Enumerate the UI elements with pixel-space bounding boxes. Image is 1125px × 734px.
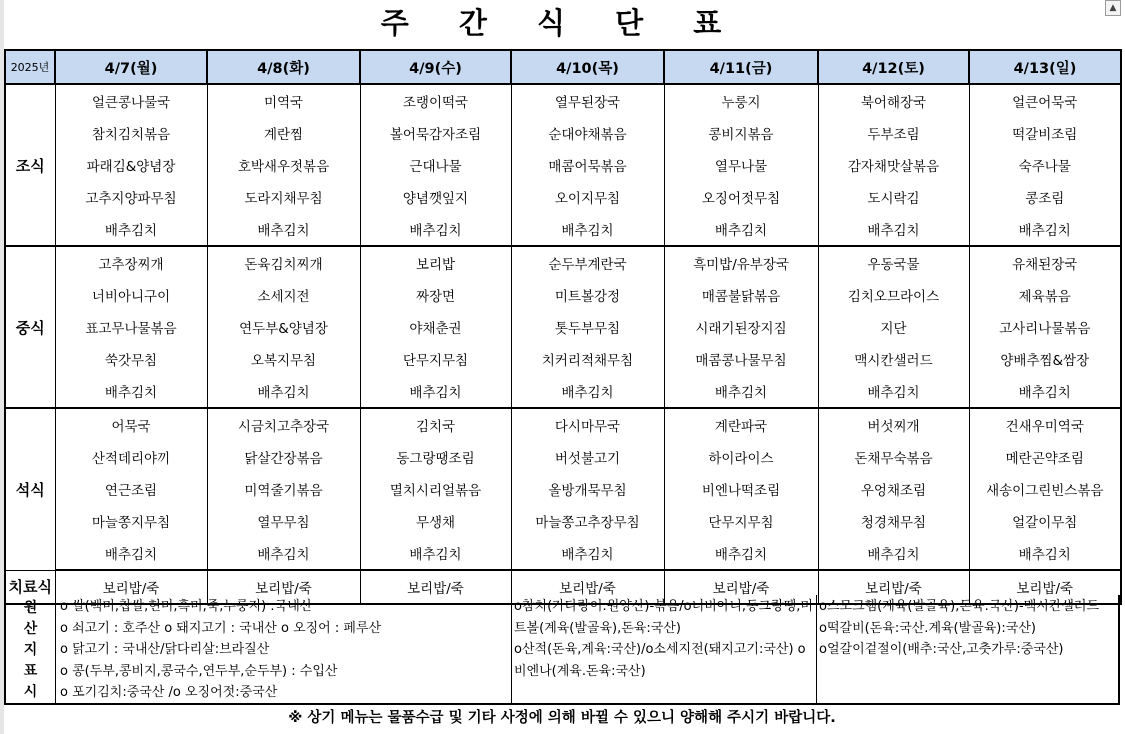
- day-header: 4/10(목): [511, 50, 664, 84]
- menu-cell: 너비아니구이: [55, 279, 207, 311]
- menu-cell: 연근조림: [55, 473, 207, 505]
- menu-cell: 배추김치: [664, 213, 818, 246]
- menu-cell: 버섯찌개: [818, 408, 969, 441]
- menu-cell: 파래김&양념장: [55, 149, 207, 181]
- origin-line: o 포기김치:중국산 /o 오징어젓:중국산: [60, 685, 278, 700]
- origin-label-char: 원: [23, 600, 38, 617]
- menu-row: [5, 408, 1121, 441]
- origin-line: o참치(가다랑어:원양산)-볶음/o너비아니,동그랑땡,미트볼(계육(발골육),돈육:국산): [514, 599, 813, 636]
- menu-cell: 배추김치: [969, 375, 1121, 408]
- treatment-label: 치료식: [5, 570, 55, 604]
- menu-cell: 산적데리야끼: [55, 441, 207, 473]
- origin-column-1: [56, 595, 512, 703]
- scroll-up-icon[interactable]: ▲: [1105, 0, 1121, 16]
- menu-row: [5, 117, 1121, 149]
- menu-cell: 야채춘권: [360, 311, 511, 343]
- menu-cell: 얼큰어묵국: [969, 84, 1121, 117]
- day-header: 4/12(토): [818, 50, 969, 84]
- menu-cell: 배추김치: [207, 375, 360, 408]
- menu-cell: 무생채: [360, 505, 511, 537]
- menu-cell: 표고무나물볶음: [55, 311, 207, 343]
- origin-column-3: [817, 595, 1118, 703]
- page-title: 주 간 식 단 표: [380, 6, 742, 40]
- menu-cell: 도라지채무침: [207, 181, 360, 213]
- menu-cell: 건새우미역국: [969, 408, 1121, 441]
- origin-line: o떡갈비(돈육:국산.계육(발골육):국산): [819, 620, 1036, 636]
- meal-label: 조식: [5, 84, 55, 246]
- menu-cell: 매콤콩나물무침: [664, 343, 818, 375]
- menu-cell: 치커리적채무침: [511, 343, 664, 375]
- day-header: 4/13(일): [969, 50, 1121, 84]
- menu-cell: 배추김치: [511, 537, 664, 570]
- menu-cell: 순대야채볶음: [511, 117, 664, 149]
- menu-row: [5, 375, 1121, 408]
- header-row: [5, 50, 1121, 84]
- menu-cell: 우동국물: [818, 246, 969, 279]
- menu-cell: 우엉채조림: [818, 473, 969, 505]
- menu-cell: 청경채무침: [818, 505, 969, 537]
- menu-cell: 배추김치: [969, 537, 1121, 570]
- menu-cell: 마늘쫑지무침: [55, 505, 207, 537]
- menu-cell: 보리밥/죽: [360, 570, 511, 604]
- menu-cell: 얼큰콩나물국: [55, 84, 207, 117]
- menu-cell: 하이라이스: [664, 441, 818, 473]
- footer-notice: ※ 상기 메뉴는 물품수급 및 기타 사정에 의해 바뀔 수 있으니 양해해 주시기 바랍니다.: [288, 710, 836, 726]
- menu-row: [5, 473, 1121, 505]
- menu-cell: 배추김치: [818, 213, 969, 246]
- menu-cell: 콩비지볶음: [664, 117, 818, 149]
- menu-row: [5, 181, 1121, 213]
- menu-cell: 지단: [818, 311, 969, 343]
- menu-row: [5, 343, 1121, 375]
- menu-cell: 오이지무침: [511, 181, 664, 213]
- menu-body: [5, 84, 1121, 604]
- menu-cell: 고추장찌개: [55, 246, 207, 279]
- menu-cell: 계란찜: [207, 117, 360, 149]
- menu-cell: 돈육김치찌개: [207, 246, 360, 279]
- menu-cell: 마늘쫑고추장무침: [511, 505, 664, 537]
- menu-cell: 매콤불닭볶음: [664, 279, 818, 311]
- menu-cell: 동그랑땡조림: [360, 441, 511, 473]
- menu-cell: 김치국: [360, 408, 511, 441]
- origin-label-char: 시: [23, 683, 38, 700]
- menu-cell: 근대나물: [360, 149, 511, 181]
- menu-cell: 맥시칸샐러드: [818, 343, 969, 375]
- menu-cell: 떡갈비조림: [969, 117, 1121, 149]
- menu-row: [5, 311, 1121, 343]
- menu-cell: 배추김치: [207, 213, 360, 246]
- menu-cell: 열무무침: [207, 505, 360, 537]
- menu-cell: 연두부&양념장: [207, 311, 360, 343]
- origin-column-2: [512, 595, 817, 703]
- menu-cell: 배추김치: [360, 213, 511, 246]
- origin-line: o얼갈이겉절이(배추:국산,고춧가루:중국산): [819, 642, 1064, 657]
- menu-cell: 톳두부무침: [511, 311, 664, 343]
- menu-cell: 배추김치: [664, 537, 818, 570]
- menu-cell: 멸치시리얼볶음: [360, 473, 511, 505]
- menu-cell: 단무지무침: [360, 343, 511, 375]
- origin-label-char: 지: [23, 641, 38, 658]
- origin-label: [6, 595, 56, 703]
- day-header: 4/7(월): [55, 50, 207, 84]
- menu-cell: 양념깻잎지: [360, 181, 511, 213]
- menu-cell: 도시락김: [818, 181, 969, 213]
- menu-cell: 보리밥: [360, 246, 511, 279]
- menu-cell: 양배추찜&쌈장: [969, 343, 1121, 375]
- menu-cell: 콩조림: [969, 181, 1121, 213]
- menu-cell: 조랭이떡국: [360, 84, 511, 117]
- menu-row: [5, 505, 1121, 537]
- origin-line: o 닭고기 : 국내산/닭다리살:브라질산: [60, 642, 270, 657]
- menu-cell: 감자채맛살볶음: [818, 149, 969, 181]
- day-header: 4/11(금): [664, 50, 818, 84]
- menu-cell: 보리밥/죽: [818, 570, 969, 604]
- meal-label: 중식: [5, 246, 55, 408]
- menu-cell: 새송이그린빈스볶음: [969, 473, 1121, 505]
- menu-cell: 호박새우젓볶음: [207, 149, 360, 181]
- menu-cell: 배추김치: [360, 375, 511, 408]
- menu-cell: 올방개묵무침: [511, 473, 664, 505]
- menu-cell: 메란곤약조림: [969, 441, 1121, 473]
- menu-cell: 단무지무침: [664, 505, 818, 537]
- menu-cell: 배추김치: [207, 537, 360, 570]
- menu-cell: 보리밥/죽: [511, 570, 664, 604]
- menu-cell: 돈채무숙볶음: [818, 441, 969, 473]
- menu-cell: 쑥갓무침: [55, 343, 207, 375]
- menu-cell: 참치김치볶음: [55, 117, 207, 149]
- menu-cell: 미트볼강정: [511, 279, 664, 311]
- year-label: 2025년: [5, 50, 55, 84]
- menu-row: [5, 279, 1121, 311]
- origin-line: o 쌀(백미,찹쌀,현미,흑미,죽,누룽지) :국내산: [60, 599, 313, 614]
- menu-cell: 누룽지: [664, 84, 818, 117]
- menu-row: [5, 246, 1121, 279]
- menu-cell: 배추김치: [818, 537, 969, 570]
- menu-cell: 비엔나떡조림: [664, 473, 818, 505]
- menu-cell: 짜장면: [360, 279, 511, 311]
- origin-line: o 쇠고기 : 호주산 o 돼지고기 : 국내산 o 오징어 : 페루산: [60, 620, 382, 636]
- menu-cell: 숙주나물: [969, 149, 1121, 181]
- menu-row: [5, 213, 1121, 246]
- menu-cell: 유채된장국: [969, 246, 1121, 279]
- menu-cell: 열무된장국: [511, 84, 664, 117]
- menu-cell: 보리밥/죽: [969, 570, 1121, 604]
- menu-cell: 배추김치: [55, 213, 207, 246]
- origin-label-char: 산: [23, 621, 38, 638]
- menu-cell: 두부조림: [818, 117, 969, 149]
- menu-cell: 보리밥/죽: [55, 570, 207, 604]
- menu-cell: 계란파국: [664, 408, 818, 441]
- origin-section: [4, 595, 1120, 705]
- menu-row: [5, 441, 1121, 473]
- origin-line: o산적(돈육,계육:국산)/o소세지전(돼지고기:국산) o비엔나(계육.돈육:국산): [514, 642, 806, 679]
- menu-cell: 보리밥/죽: [207, 570, 360, 604]
- menu-cell: 얼갈이무침: [969, 505, 1121, 537]
- menu-cell: 고사리나물볶음: [969, 311, 1121, 343]
- menu-cell: 배추김치: [55, 537, 207, 570]
- menu-cell: 미역줄기볶음: [207, 473, 360, 505]
- menu-cell: 오징어젓무침: [664, 181, 818, 213]
- origin-line: o 콩(두부,콩비지,콩국수,연두부,순두부) : 수입산: [60, 663, 338, 679]
- menu-row: [5, 537, 1121, 570]
- meal-label: 석식: [5, 408, 55, 570]
- menu-cell: 배추김치: [818, 375, 969, 408]
- menu-cell: 어묵국: [55, 408, 207, 441]
- menu-cell: 버섯불고기: [511, 441, 664, 473]
- menu-cell: 김치오므라이스: [818, 279, 969, 311]
- origin-line: o스모크햄(계육(발골육),돈육:국산)-맥시칸샐러드: [819, 599, 1100, 614]
- day-header: 4/8(화): [207, 50, 360, 84]
- menu-cell: 배추김치: [664, 375, 818, 408]
- menu-cell: 닭살간장볶음: [207, 441, 360, 473]
- menu-cell: 배추김치: [511, 375, 664, 408]
- weekly-menu-table: [4, 49, 1122, 605]
- menu-cell: 시금치고추장국: [207, 408, 360, 441]
- menu-cell: 북어해장국: [818, 84, 969, 117]
- menu-cell: 제육볶음: [969, 279, 1121, 311]
- menu-cell: 보리밥/죽: [664, 570, 818, 604]
- menu-cell: 배추김치: [511, 213, 664, 246]
- menu-cell: 열무나물: [664, 149, 818, 181]
- menu-cell: 고추지양파무침: [55, 181, 207, 213]
- menu-cell: 볼어묵감자조림: [360, 117, 511, 149]
- menu-cell: 흑미밥/유부장국: [664, 246, 818, 279]
- menu-cell: 배추김치: [969, 213, 1121, 246]
- menu-cell: 순두부계란국: [511, 246, 664, 279]
- menu-cell: 배추김치: [360, 537, 511, 570]
- origin-label-char: 표: [23, 662, 38, 679]
- menu-cell: 소세지전: [207, 279, 360, 311]
- menu-row: [5, 149, 1121, 181]
- day-header: 4/9(수): [360, 50, 511, 84]
- menu-cell: 다시마무국: [511, 408, 664, 441]
- menu-cell: 시래기된장지짐: [664, 311, 818, 343]
- menu-cell: 오복지무침: [207, 343, 360, 375]
- menu-cell: 매콤어묵볶음: [511, 149, 664, 181]
- menu-row: [5, 84, 1121, 117]
- menu-cell: 배추김치: [55, 375, 207, 408]
- menu-cell: 미역국: [207, 84, 360, 117]
